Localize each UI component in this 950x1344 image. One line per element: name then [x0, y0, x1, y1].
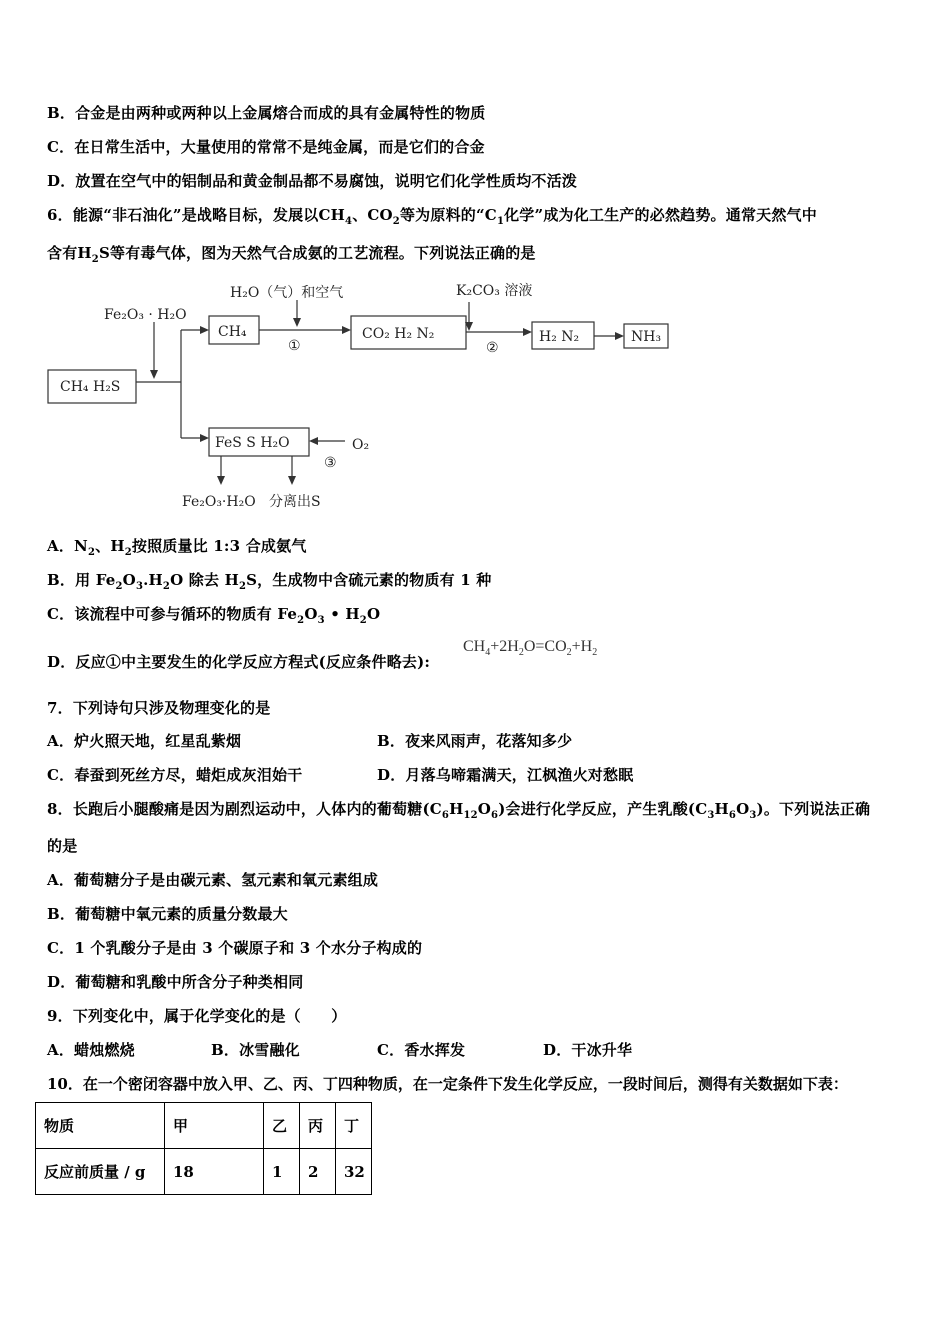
q6-option-c: C．该流程中可参与循环的物质有 $Fe_2O_3$ • $H_2O$ [47, 605, 381, 626]
label-co2-h2-n2: CO₂ H₂ N₂ [362, 326, 435, 342]
label-step-2: ② [486, 340, 499, 356]
arrowhead [615, 332, 624, 340]
table-row [36, 1149, 372, 1195]
q6-stem-line2: 含有$H_2S$等有毒气体，图为天然气合成氨的工艺流程。下列说法正确的是 [47, 244, 536, 265]
q9-option-a: A．蜡烛燃烧 [47, 1041, 135, 1059]
label-h2-n2: H₂ N₂ [539, 329, 580, 345]
q6-option-b: B．用 $Fe_2O_3.H_2O$ 除去 $H_2S$，生成物中含硫元素的物质有 1 种 [47, 571, 492, 592]
q9-option-c: C．香水挥发 [377, 1041, 466, 1059]
table-cell: 甲 [165, 1103, 264, 1149]
label-fes-s-h2o: FeS S H₂O [215, 435, 290, 451]
q7-option-b: B．夜来风雨声，花落知多少 [377, 732, 573, 750]
label-h2o-air: H₂O（气）和空气 [230, 285, 344, 301]
table-cell: 1 [264, 1149, 300, 1195]
q8-stem-line2: 的是 [47, 837, 78, 855]
label-ch4: CH₄ [218, 324, 247, 340]
label-step-1: ① [288, 338, 301, 354]
q8-option-a: A．葡萄糖分子是由碳元素、氢元素和氧元素组成 [47, 871, 379, 889]
table-cell: 32 [336, 1149, 372, 1195]
arrowhead [523, 328, 532, 336]
q9-stem: 9．下列变化中，属于化学变化的是（ ） [47, 1007, 347, 1025]
q9-option-b: B．冰雪融化 [211, 1041, 300, 1059]
q7-option-d: D．月落乌啼霜满天，江枫渔火对愁眠 [377, 766, 634, 784]
label-ch4-h2s: CH₄ H₂S [60, 379, 121, 395]
arrowhead [150, 370, 158, 379]
label-nh3: NH₃ [631, 329, 662, 345]
arrowhead [293, 318, 301, 327]
q5-option-d: D．放置在空气中的铝制品和黄金制品都不易腐蚀，说明它们化学性质均不活泼 [47, 172, 578, 190]
q6-equation: $CH_4+2H_2O=CO_2+H_2$ [463, 638, 598, 659]
q6-option-d: D．反应①中主要发生的化学反应方程式(反应条件略去): [47, 653, 431, 671]
q8-option-d: D．葡萄糖和乳酸中所含分子种类相同 [47, 973, 304, 991]
q6-stem-line1: 6．能源“非石油化”是战略目标，发展以$CH_4$、$CO_2$等为原料的“$C_1$化学”成为化工生产的必然趋势。通常天然气中 [47, 206, 817, 227]
label-k2co3: K₂CO₃ 溶液 [456, 283, 533, 299]
arrowhead [309, 437, 318, 445]
q5-option-b: B．合金是由两种或两种以上金属熔合而成的具有金属特性的物质 [47, 104, 486, 122]
q5-option-c: C．在日常生活中，大量使用的常常不是纯金属，而是它们的合金 [47, 138, 485, 156]
arrowhead [288, 476, 296, 485]
label-step-3: ③ [324, 455, 337, 471]
q8-stem-line1: 8．长跑后小腿酸痛是因为剧烈运动中，人体内的葡萄糖$(C_6H_{12}O_6)$会进行化学反应，产生乳酸$(C_3H_6O_3)$。下列说法正确 [47, 800, 871, 821]
arrowhead [200, 434, 209, 442]
arrowhead [342, 326, 351, 334]
label-o2: O₂ [352, 437, 370, 453]
table-cell: 乙 [264, 1103, 300, 1149]
table-cell: 2 [300, 1149, 336, 1195]
arrowhead [200, 326, 209, 334]
table-cell: 反应前质量 / g [36, 1149, 165, 1195]
q7-option-c: C．春蚕到死丝方尽，蜡炬成灰泪始干 [47, 766, 303, 784]
arrowhead [217, 476, 225, 485]
q10-stem: 10．在一个密闭容器中放入甲、乙、丙、丁四种物质，在一定条件下发生化学反应，一段时间后，测得有关数据如下表： [47, 1075, 848, 1093]
table-row [36, 1103, 372, 1149]
table-cell: 丙 [300, 1103, 336, 1149]
q9-option-d: D．干冰升华 [543, 1041, 633, 1059]
q8-option-b: B．葡萄糖中氧元素的质量分数最大 [47, 905, 288, 923]
table-cell: 丁 [336, 1103, 372, 1149]
label-fe2o3-h2o-reagent: Fe₂O₃ · H₂O [104, 307, 187, 323]
q6-option-a: A．$N_2$、$H_2$按照质量比 1:3 合成氨气 [47, 537, 307, 558]
q8-option-c: C．1 个乳酸分子是由 3 个碳原子和 3 个水分子构成的 [47, 939, 423, 957]
table-cell: 物质 [36, 1103, 165, 1149]
q7-option-a: A．炉火照天地，红星乱紫烟 [47, 732, 242, 750]
label-separate-s: 分离出S [269, 494, 321, 510]
label-fe2o3-h2o-product: Fe₂O₃·H₂O [182, 494, 256, 510]
q10-data-table [35, 1102, 372, 1195]
table-cell: 18 [165, 1149, 264, 1195]
q7-stem: 7．下列诗句只涉及物理变化的是 [47, 699, 271, 717]
